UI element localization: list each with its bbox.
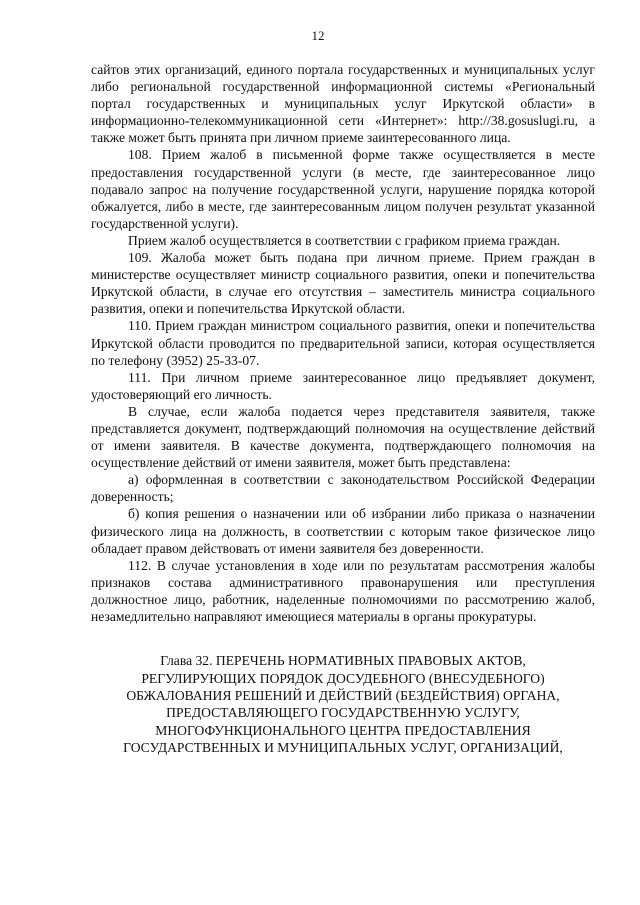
- paragraph-110: 110. Прием граждан министром социального развития, опеки и попечительства Иркутской области проводится по предварительной записи, которая осуществляется по телефону (3952) 25-33-07.: [91, 318, 595, 368]
- chapter-heading-line: РЕГУЛИРУЮЩИХ ПОРЯДОК ДОСУДЕБНОГО (ВНЕСУДЕБНОГО): [141, 670, 545, 686]
- list-item-b: б) копия решения о назначении или об избрании либо приказа о назначении физического лица на должность, в соответствии с которым такое физическое лицо обладает правом действовать от имени заявителя без доверенности.: [91, 506, 595, 556]
- page-number: 12: [311, 28, 325, 43]
- paragraph-111: 111. При личном приеме заинтересованное лицо предъявляет документ, удостоверяющий его личность.: [91, 369, 595, 402]
- chapter-heading-line: ГОСУДАРСТВЕННЫХ И МУНИЦИПАЛЬНЫХ УСЛУГ, ОРГАНИЗАЦИЙ,: [123, 740, 563, 756]
- chapter-heading-line: МНОГОФУНКЦИОНАЛЬНОГО ЦЕНТРА ПРЕДОСТАВЛЕНИЯ: [155, 722, 531, 738]
- list-item-a: а) оформленная в соответствии с законодательством Российской Федерации доверенность;: [91, 472, 595, 505]
- document-body: [91, 61, 595, 625]
- paragraph-112: 112. В случае установления в ходе или по результатам рассмотрения жалобы признаков состава административного правонарушения или преступления должностное лицо, работник, наделенные полномочиями по рассмотрению жалоб, незамедлительно направляют имеющиеся материалы в органы прокуратуры.: [91, 557, 595, 624]
- paragraph-109: 109. Жалоба может быть подана при личном приеме. Прием граждан в министерстве осуществляет министр социального развития, опеки и попечительства Иркутской области, в случае его отсутствия – заместитель министра социального развития, опеки и попечительства Иркутской области.: [91, 250, 595, 317]
- paragraph-108: 108. Прием жалоб в письменной форме также осуществляется в месте предоставления государственной услуги (в месте, где заинтересованное лицо подавало запрос на получение государственной услуги, нарушение порядка которой обжалуется, либо в месте, где заинтересованным лицом получен результат указанной государственной услуги).: [91, 147, 595, 231]
- chapter-heading-line: ПРЕДОСТАВЛЯЮЩЕГО ГОСУДАРСТВЕННУЮ УСЛУГУ,: [166, 705, 520, 721]
- chapter-heading-line: ОБЖАЛОВАНИЯ РЕШЕНИЙ И ДЕЙСТВИЙ (БЕЗДЕЙСТВИЯ) ОРГАНА,: [126, 687, 560, 703]
- chapter-heading-line: Глава 32. ПЕРЕЧЕНЬ НОРМАТИВНЫХ ПРАВОВЫХ АКТОВ,: [160, 653, 526, 669]
- paragraph-representative: В случае, если жалоба подается через представителя заявителя, также представляется документ, подтверждающий полномочия на осуществление действий от имени заявителя. В качестве документа, подтверждающего полномочия на осуществление действий от имени заявителя, может быть представлена:: [91, 403, 595, 471]
- chapter-heading: [91, 652, 595, 756]
- paragraph-schedule: Прием жалоб осуществляется в соответствии с графиком приема граждан.: [128, 232, 561, 248]
- paragraph-continuation: сайтов этих организаций, единого портала государственных и муниципальных услуг либо региональной государственной информационной системы «Региональный портал государственных и муниципальных услуг Иркутской области» в информационно-телекоммуникационной сети «Интернет»: http://38.gosuslugi.ru, а также может быть принята при личном приеме заинтересованного лица.: [91, 62, 595, 146]
